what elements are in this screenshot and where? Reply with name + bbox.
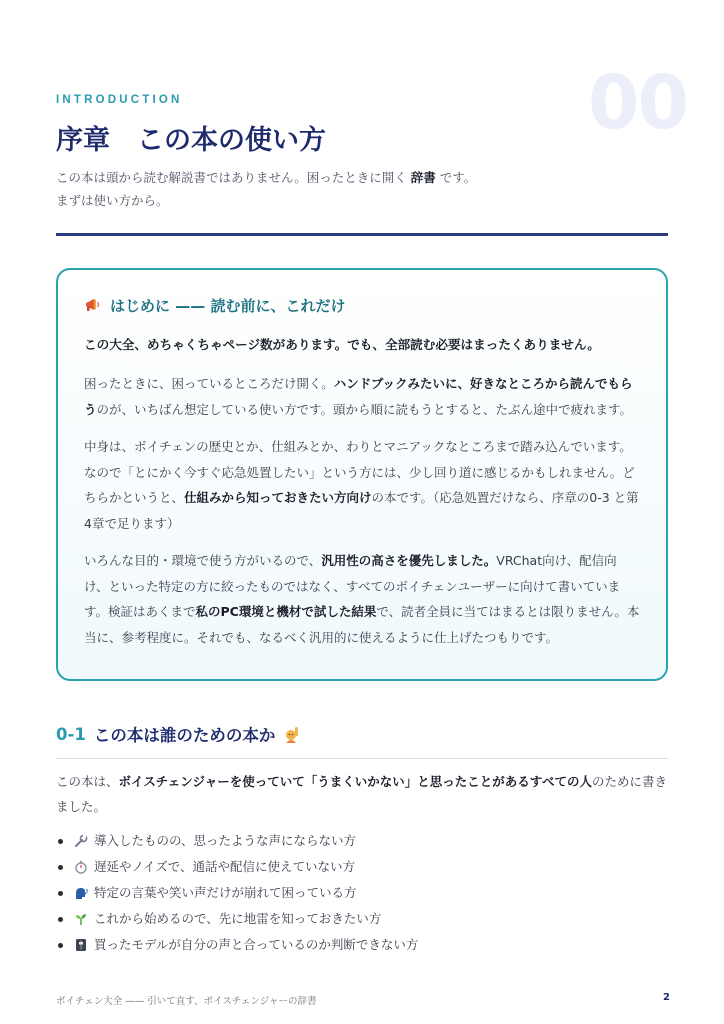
p1-emphasis: ハンドブックみたいに、好きなところから読んでもらう [84,376,633,417]
list-item [56,932,668,958]
callout-paragraph-2 [84,434,640,536]
stopwatch-icon [74,860,88,874]
list-item [56,854,668,880]
lead-line-1 [56,166,666,189]
list-item-text: 遅延やノイズで、通話や配信に使えていない方 [94,859,356,874]
section-title: この本は誰のための本か [93,726,276,745]
intro-text-c: のために書きました。 [56,774,667,814]
section-heading [56,722,668,746]
section-intro [56,770,668,819]
p3-text-a: いろんな目的・環境で使う方がいるので、 [84,553,322,568]
lead-line-1-end: です。 [435,170,477,185]
megaphone-icon [84,297,102,313]
p1-text-c: のが、いちばん想定している使い方です。頭から順に読もうとすると、たぶん途中で疲れます。 [96,401,633,417]
section-divider [56,758,668,759]
lead-text [56,166,666,212]
fader-icon [74,938,88,952]
footer-book-title: ボイチェン大全 —— 引いて直す、ボイスチェンジャーの辞書 [56,996,317,1007]
chapter-number: 00 [588,60,687,146]
p3-text-e: で、読者全員に当てはまるとは限りません。本当に、参考程度に。それでも、なるべく汎用的に使えるように仕上げたつもりです。 [84,604,640,645]
title-divider [56,233,668,236]
list-item-text: 特定の言葉や笑い声だけが崩れて困っている方 [94,885,357,900]
p2-emphasis: 仕組みから知っておきたい方向け [184,490,372,505]
p3-text-c: VRChat向け、配信向け、といった特定の方に絞ったものではなく、すべてのボイチェンユーザーに向けて書いています。検証はあくまで [84,553,621,619]
chapter-title: 序章 この本の使い方 [56,125,326,156]
lead-line-1-text: この本は頭から読む解説書ではありません。困ったときに開く [56,170,411,185]
page-number: 2 [663,992,670,1003]
p1-text-a: 困ったときに、困っているところだけ開く。 [84,376,334,391]
lead-emphasis: 辞書 [410,170,436,185]
list-item [56,880,668,906]
intro-text-a: この本は、 [56,774,119,789]
raising-hand-icon [283,725,301,743]
list-item [56,906,668,932]
p3-emphasis-2: 私のPC環境と機材で試した結果 [195,604,377,619]
p3-emphasis-1: 汎用性の高さを優先しました。 [321,553,497,568]
p2-text-a: 中身は、ボイチェンの歴史とか、仕組みとか、わりとマニアックなところまで踏み込んでいます。なので「とにかく今すぐ応急処置したい」という方には、少し回り道に感じるかもしれません。どちらかというと、 [84,439,635,505]
speaking-head-icon [74,886,88,900]
intro-emphasis: ボイスチェンジャーを使っていて「うまくいかない」と思ったことがあるすべての人 [118,774,592,789]
callout-heading-text: はじめに —— 読む前に、これだけ [110,296,346,315]
audience-list [56,828,668,958]
callout-heading [84,292,640,318]
list-item-text: 導入したものの、思ったような声にならない方 [94,833,357,848]
p2-text-c: の本です。（応急処置だけなら、序章の0-3 と第4章で足ります） [84,490,639,531]
intro-callout [56,268,668,681]
callout-paragraph-1 [84,371,640,422]
chapter-eyebrow: INTRODUCTION [56,94,183,106]
callout-key-statement: この大全、めちゃくちゃページ数があります。でも、全部読む必要はまったくありません。 [84,337,600,352]
list-item-text: 買ったモデルが自分の声と合っているのか判断できない方 [94,937,419,952]
lead-line-2: まずは使い方から。 [56,193,169,208]
list-item [56,828,668,854]
section-number: 0-1 [56,724,86,744]
list-item-text: これから始めるので、先に地雷を知っておきたい方 [94,911,382,926]
wrench-icon [74,834,88,848]
callout-paragraph-3 [84,548,640,650]
seedling-icon [74,912,88,926]
